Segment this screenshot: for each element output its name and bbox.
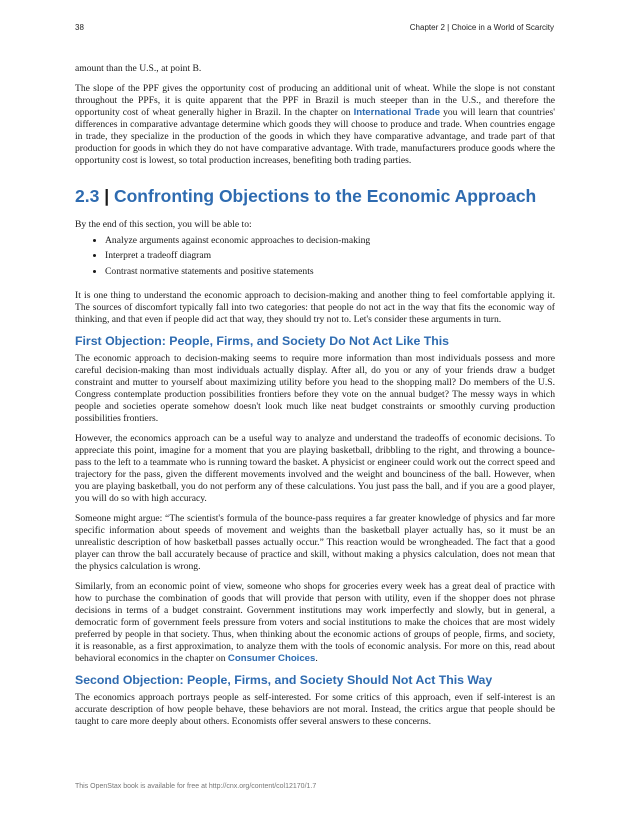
section-separator: | <box>104 186 110 206</box>
consumer-choices-link[interactable]: Consumer Choices <box>227 652 316 664</box>
section-heading <box>75 186 555 206</box>
paragraph-scientist-argument: Someone might argue: “The scientist's formula of the bounce-pass requires a far greater knowledge of physics and far more specific information about speeds of movement and weights than the basketball player actually has, so it must be an unrealistic description of how basketball passes actually occur.” This reaction would be wrongheaded. The fact that a good player can throw the ball accurately because of practice and skill, without making a physics calculation, does not mean that the physics calculation is wrong. <box>75 512 555 572</box>
international-trade-link[interactable]: International Trade <box>353 107 441 118</box>
paragraph-self-interest: The economics approach portrays people as self-interested. For some critics of this approach, even if self-interest is an accurate description of how people behave, these behaviors are not moral. Instead, the critics argue that people should be taught to care more deeply about others. Economists offer several answers to these concerns. <box>75 691 555 727</box>
page-footer: This OpenStax book is available for free at http://cnx.org/content/col12170/1.7 <box>75 783 317 790</box>
paragraph-continuation: amount than the U.S., at point B. <box>75 63 202 74</box>
list-item: • Analyze arguments against economic approaches to decision-making <box>105 235 555 247</box>
paragraph-intro: It is one thing to understand the economic approach to decision-making and another thing to feel comfortable applying it. The sources of discomfort typically fall into two categories: that people do not act in the way that fits the economic way of thinking, and that even if people did act that way, they should try not to. Let's consider these arguments in turn. <box>75 289 555 325</box>
chapter-header: Chapter 2 | Choice in a World of Scarcity <box>409 23 554 32</box>
list-item: • Interpret a tradeoff diagram <box>105 250 555 262</box>
paragraph-ppf-slope: The slope of the PPF gives the opportunity cost of producing an additional unit of wheat. While the slope is not constant throughout the PPFs, it is quite apparent that the PPF in Brazil is much steeper than in the U.S., and therefore the opportunity cost of wheat generally higher in Brazil. In the chapter on International Trade you will learn that countries' differences in comparative advantage determine which goods they will choose to produce and trade. When countries engage in trade, they specialize in the production of the goods in which they have comparative advantage, and trade part of that production for goods in which they do not have comparative advantage. With trade, manufacturers produce goods where the opportunity cost is lowest, so total production increases, benefiting both trading parties. <box>75 83 555 166</box>
page-content <box>75 63 555 736</box>
objectives-list <box>75 235 555 278</box>
paragraph-decision-making: The economic approach to decision-making seems to require more information than most individuals possess and more careful decision-making than most individuals actually display. After all, do you or any of your friends draw a budget constraint and mutter to yourself about maximizing utility before you head to the shopping mall? Do members of the U.S. Congress contemplate production possibilities frontiers before they vote on the annual budget? The messy ways in which people and societies operate somehow doesn't look much like neat budget constraints or smoothly curving production possibilities frontiers. <box>75 352 555 424</box>
paragraph-basketball: However, the economics approach can be a useful way to analyze and understand the tradeoffs of economic decisions. To appreciate this point, imagine for a moment that you are playing basketball, dribbling to the right, and throwing a bounce-pass to the left to a teammate who is running toward the basket. A physicist or engineer could work out the correct speed and trajectory for the pass, given the different movements involved and the weight and bounciness of the ball. However, when you are playing basketball, you do not perform any of these calculations. You just pass the ball, and if you are a good player, you will do so with high accuracy. <box>75 432 555 504</box>
page-number: 38 <box>75 23 84 32</box>
subheading-second-objection: Second Objection: People, Firms, and Society Should Not Act This Way <box>75 672 493 687</box>
subheading-first-objection: First Objection: People, Firms, and Society Do Not Act Like This <box>75 333 449 348</box>
section-number: 2.3 <box>75 186 100 206</box>
paragraph-groceries: Similarly, from an economic point of view, someone who shops for groceries every week has a great deal of practice with how to purchase the combination of goods that will provide that person with utility, even if the shopper does not phrase decisions in terms of a budget constraint. Government institutions may work imperfectly and slowly, but in general, a democratic form of government feels pressure from voters and social institutions to make the choices that are most widely preferred by people in that society. Thus, when thinking about the economic actions of groups of people, firms, and society, it is reasonable, as a first approximation, to analyze them with the tools of economic analysis. For more on this, read about behavioral economics in the chapter on Consumer Choices. <box>75 580 555 664</box>
list-item: • Contrast normative statements and positive statements <box>105 266 555 278</box>
objectives-intro: By the end of this section, you will be able to: <box>75 219 252 230</box>
section-title: Confronting Objections to the Economic Approach <box>113 186 537 206</box>
